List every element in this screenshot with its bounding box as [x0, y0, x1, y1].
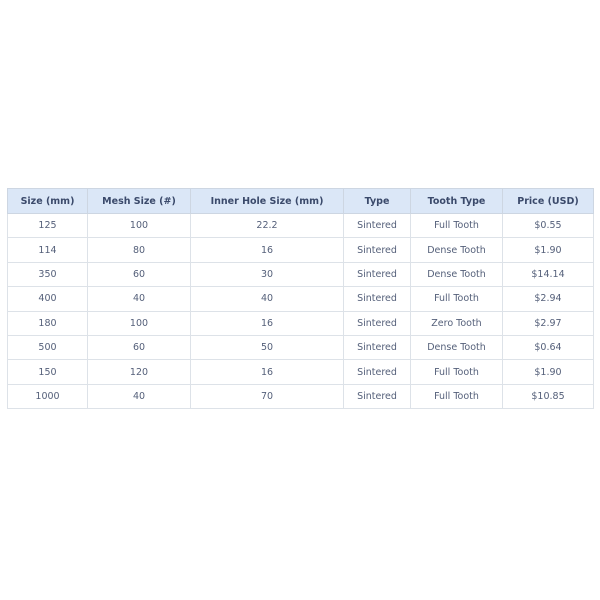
- cell-mesh-size: 40: [88, 384, 191, 408]
- table-row: [8, 262, 594, 286]
- cell-price: $2.97: [503, 311, 594, 335]
- cell-type: Sintered: [344, 335, 411, 359]
- cell-inner-hole-size: 50: [191, 335, 344, 359]
- cell-price: $0.64: [503, 335, 594, 359]
- cell-tooth-type: Full Tooth: [411, 360, 503, 384]
- header-tooth-type: Tooth Type: [411, 189, 503, 214]
- cell-price: $1.90: [503, 360, 594, 384]
- cell-inner-hole-size: 70: [191, 384, 344, 408]
- product-table-container: [7, 188, 593, 409]
- cell-mesh-size: 60: [88, 335, 191, 359]
- table-row: [8, 384, 594, 408]
- cell-type: Sintered: [344, 311, 411, 335]
- cell-inner-hole-size: 16: [191, 360, 344, 384]
- cell-type: Sintered: [344, 262, 411, 286]
- cell-inner-hole-size: 22.2: [191, 214, 344, 238]
- cell-type: Sintered: [344, 287, 411, 311]
- cell-mesh-size: 60: [88, 262, 191, 286]
- cell-price: $2.94: [503, 287, 594, 311]
- cell-price: $1.90: [503, 238, 594, 262]
- cell-tooth-type: Full Tooth: [411, 214, 503, 238]
- table-header: [8, 189, 594, 214]
- cell-tooth-type: Dense Tooth: [411, 238, 503, 262]
- cell-mesh-size: 40: [88, 287, 191, 311]
- cell-price: $10.85: [503, 384, 594, 408]
- cell-type: Sintered: [344, 384, 411, 408]
- header-price: Price (USD): [503, 189, 594, 214]
- cell-size: 150: [8, 360, 88, 384]
- cell-mesh-size: 80: [88, 238, 191, 262]
- cell-inner-hole-size: 16: [191, 311, 344, 335]
- table-row: [8, 311, 594, 335]
- header-size: Size (mm): [8, 189, 88, 214]
- cell-size: 500: [8, 335, 88, 359]
- cell-tooth-type: Dense Tooth: [411, 335, 503, 359]
- table-row: [8, 238, 594, 262]
- cell-inner-hole-size: 40: [191, 287, 344, 311]
- header-type: Type: [344, 189, 411, 214]
- cell-mesh-size: 100: [88, 311, 191, 335]
- table-row: [8, 214, 594, 238]
- cell-mesh-size: 120: [88, 360, 191, 384]
- header-row: [8, 189, 594, 214]
- cell-price: $0.55: [503, 214, 594, 238]
- cell-tooth-type: Zero Tooth: [411, 311, 503, 335]
- table-row: [8, 335, 594, 359]
- cell-size: 350: [8, 262, 88, 286]
- table-row: [8, 360, 594, 384]
- header-inner-hole-size: Inner Hole Size (mm): [191, 189, 344, 214]
- cell-tooth-type: Full Tooth: [411, 287, 503, 311]
- table-row: [8, 287, 594, 311]
- table-body: [8, 214, 594, 409]
- cell-size: 125: [8, 214, 88, 238]
- cell-size: 1000: [8, 384, 88, 408]
- cell-size: 400: [8, 287, 88, 311]
- header-mesh-size: Mesh Size (#): [88, 189, 191, 214]
- cell-size: 180: [8, 311, 88, 335]
- cell-type: Sintered: [344, 214, 411, 238]
- cell-tooth-type: Full Tooth: [411, 384, 503, 408]
- cell-inner-hole-size: 16: [191, 238, 344, 262]
- cell-type: Sintered: [344, 238, 411, 262]
- cell-type: Sintered: [344, 360, 411, 384]
- cell-mesh-size: 100: [88, 214, 191, 238]
- cell-size: 114: [8, 238, 88, 262]
- cell-tooth-type: Dense Tooth: [411, 262, 503, 286]
- cell-price: $14.14: [503, 262, 594, 286]
- cell-inner-hole-size: 30: [191, 262, 344, 286]
- product-table: [7, 188, 594, 409]
